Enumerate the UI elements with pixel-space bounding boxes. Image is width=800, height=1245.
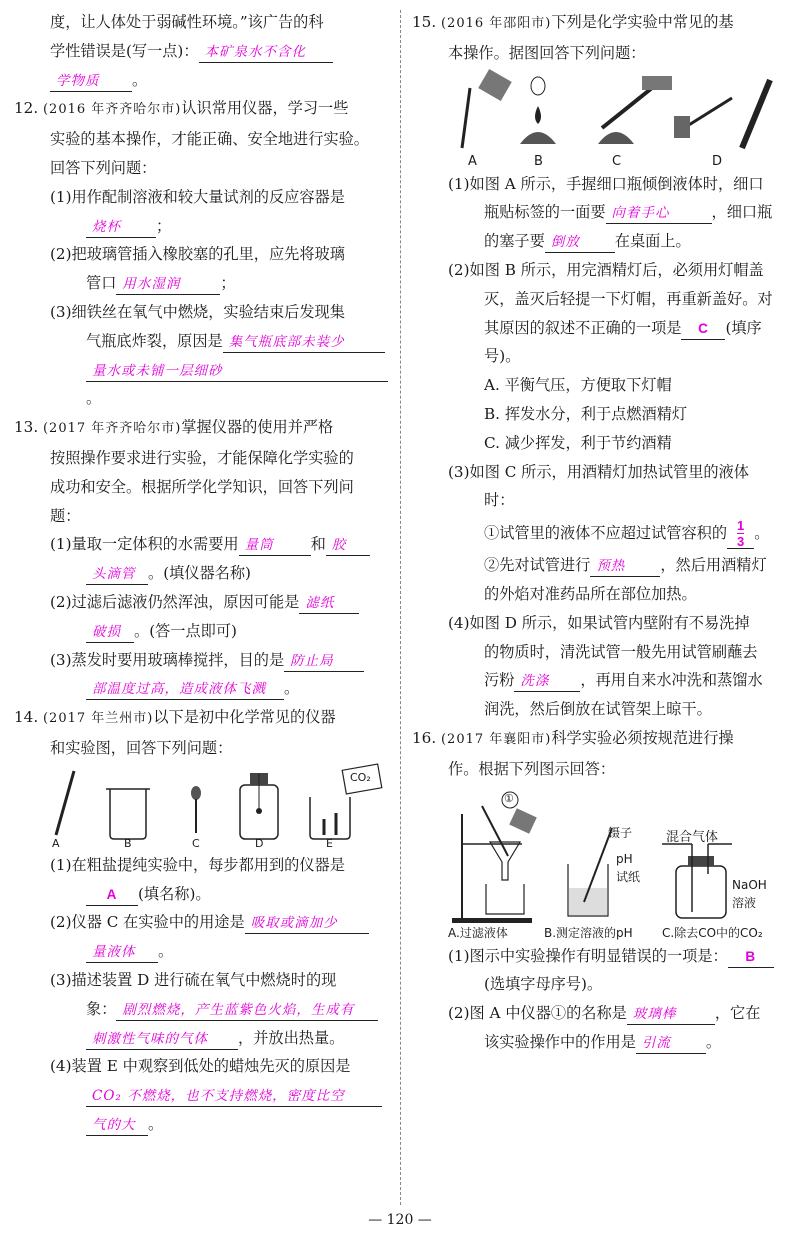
q13-sub3-answer-cont: 部温度过高，造成液体飞溅 [86,679,284,700]
q14-sub3-answer: 剧烈燃烧，产生蓝紫色火焰，生成有 [116,1000,378,1021]
q11-line2: 学性错误是(写一点)： 本矿泉水不含化 [14,37,390,66]
q15-sub4-answer: 洗涤 [514,671,580,692]
q12-sub3-answer: 集气瓶底部未装少 [223,332,385,353]
fig-label-d: D [255,836,264,850]
q11-line1: 度，让人体处于弱碱性环境。”该广告的科 [50,13,324,31]
q14-sub2-answer-cont: 量液体 [86,942,158,963]
q15-sub1: (1)如图 A 所示，手握细口瓶倾倒液体时，细口 [448,174,764,193]
q16-ph-label: pH [616,851,633,866]
q15-sub3-c2-line2: 的外焰对准药品所在部位加热。 [484,584,697,603]
q14-sub2: (2)仪器 C 在实验中的用途是 吸取或滴加少 [14,908,390,937]
q16-sub2-line2: 该实验操作中的作用是 引流 。 [412,1028,788,1057]
q15-sub1-answer1: 向着手心 [606,203,712,224]
q13-sub1: (1)量取一定体积的水需要用 量筒 和 胶 [14,530,390,559]
q16-sub1-answer: B [728,947,774,968]
q12-sub2: (2)把玻璃管插入橡胶塞的孔里，应先将玻璃 [50,245,345,264]
q13-sub1-answer2: 胶 [326,535,370,556]
q14-sub2-line2: 量液体 。 [14,937,390,966]
candle-beaker-icon [310,797,350,839]
fig-label-b: B [124,836,132,850]
q16-sub2-answer1: 玻璃棒 [627,1004,715,1025]
q15-stem-2: 本操作。据图回答下列问题： [448,43,646,62]
q14-stem-2: 和实验图，回答下列问题： [50,738,233,757]
q13-sub2-answer: 滤纸 [299,593,359,614]
q15-sub2-answer: C [681,319,725,340]
tube-holder-icon [642,76,672,90]
q15-fraction-answer: $\frac{1}{3}$ [727,519,754,549]
q15-option-a: A. 平衡气压，方便取下灯帽 [484,376,672,395]
fig15-label-b: B [534,153,543,169]
fig15-label-d: D [712,153,723,169]
fig15-label-c: C [612,153,622,169]
q12-stem-2: 实验的基本操作，才能正确、安全地进行实验。 [50,130,369,149]
gas-washing-bottle-icon [676,866,726,918]
q14-sub4-line3: 气的大 。 [14,1110,390,1139]
reagent-bottle-icon [478,69,512,101]
q13-sub3: (3)蒸发时要用玻璃棒搅拌，目的是 防止局 [14,646,390,675]
q16-paper-label: 试纸 [616,869,641,884]
test-tube-brush-icon [684,98,732,128]
q16-circle-label: ① [504,791,514,805]
q14-sub1-answer: A [86,885,138,906]
q15-sub4: (4)如图 D 所示，如果试管内壁附有不易洗掉 [448,613,750,632]
heated-tube-icon [602,88,652,128]
q13-sub2-answer-cont: 破损 [86,622,134,643]
q15-option-b: B. 挥发水分，利于点燃酒精灯 [484,404,688,423]
right-column [412,8,788,1057]
lamp-cap-icon [531,77,545,95]
q15-sub1-line3: 的塞子要 倒放 在桌面上。 [412,227,788,256]
q16-caption-b: B.测定溶液的pH [544,925,633,940]
q12-sub3-answer-cont: 量水或未铺一层细砂 [86,361,388,382]
q16-operations-illustration [412,784,788,942]
q11-answer-cont: 学物质 [50,71,132,92]
q16-naoh-label: NaOH [732,877,767,892]
glass-rod-icon [482,806,508,856]
q15-stem: 15. (2016 年邵阳市)下列是化学实验中常见的基 [412,13,734,31]
q14-sub3-line3: 刺激性气味的气体 ，并放出热量。 [14,1024,390,1053]
q13-sub1-line2: 头滴管 。(填仪器名称) [14,559,390,588]
q13-sub2: (2)过滤后滤液仍然浑浊，原因可能是 滤纸 [14,588,390,617]
q13-stem-3: 成功和安全。根据所学化学知识，回答下列问 [50,477,354,496]
q16-sub1: (1)图示中实验操作有明显错误的一项是： B [412,942,788,971]
q12-sub2-answer: 用水湿润 [116,274,220,295]
test-tube-icon [462,88,470,148]
q13-sub1-answer2-cont: 头滴管 [86,564,148,585]
q12-sub1-answer-line: 烧杯 ； [14,212,390,241]
q14-sub1: (1)在粗盐提纯实验中，每步都用到的仪器是 [50,855,345,874]
left-column [14,8,390,1139]
q13-sub2-line2: 破损 。(答一点即可) [14,617,390,646]
funnel-icon [490,842,520,880]
q15-sub2-line2: 灭，盖灭后轻提一下灯帽，再重新盖好。对 [484,289,773,308]
q15-sub4-line3: 污粉 洗涤 ，再用自来水冲洗和蒸馏水 [412,666,788,695]
q16-tweezers-label: 镊子 [608,825,633,840]
q13-stem: 13. (2017 年齐齐哈尔市)掌握仪器的使用并严格 [14,418,334,437]
q14-sub3-answer-cont: 刺激性气味的气体 [86,1029,238,1050]
q14-sub3-line2: 象： 剧烈燃烧，产生蓝紫色火焰，生成有 [14,995,390,1024]
q16-figure [412,784,788,942]
q16-caption-c: C.除去CO中的CO₂ [662,925,763,940]
fig15-label-a: A [468,153,477,169]
q14-apparatus-illustration [14,763,390,851]
page-number: — 120 — [368,1212,432,1228]
q14-co2-label: CO₂ [350,770,371,784]
fig-label-c: C [192,836,200,850]
q16-solution-label: 溶液 [732,895,757,910]
alcohol-lamp-c-icon [598,132,634,144]
q15-sub2-line3: 其原因的叙述不正确的一项是 C (填序 [412,314,788,343]
q15-sub4-line2: 的物质时，清洗试管一般先用试管刷蘸去 [484,642,758,661]
beaker-pour-icon [509,808,537,834]
q15-sub3: (3)如图 C 所示，用酒精灯加热试管里的液体 [448,462,749,481]
q15-sub1-answer2: 倒放 [545,232,615,253]
q11-answer: 本矿泉水不含化 [199,42,333,63]
q14-sub4-answer: CO₂ 不燃烧，也不支持燃烧，密度比空 [86,1086,382,1107]
test-tube-d-icon [742,80,770,148]
q12-sub3: (3)细铁丝在氧气中燃烧，实验结束后发现集 [50,302,345,321]
q13-stem-4: 题： [50,506,81,525]
q13-sub1-answer1: 量筒 [239,535,311,556]
q16-stem-2: 作。根据下列图示回答： [448,759,616,778]
q12-stem-3: 回答下列问题： [50,158,157,177]
q15-sub4-line4: 润洗，然后倒放在试管架上晾干。 [484,700,712,719]
q16-stem: 16. (2017 年襄阳市)科学实验必须按规范进行操 [412,728,734,747]
q12-stem: 12. (2016 年齐齐哈尔市)认识常用仪器，学习一些 [14,99,349,118]
q15-option-c: C. 减少挥发，利于节约酒精 [484,433,672,452]
q14-sub3: (3)描述装置 D 进行硫在氧气中燃烧时的现 [50,970,337,989]
q14-figure [14,763,390,851]
beaker-icon [110,789,146,839]
q15-sub3-line2: 时： [484,491,515,510]
q12-sub3-line2: 气瓶底炸裂，原因是 集气瓶底部未装少 [14,327,390,356]
dropper-icon [191,786,201,800]
q13-sub3-answer: 防止局 [284,651,364,672]
q14-sub1-line2: A (填名称)。 [14,880,390,909]
q16-sub2-answer2: 引流 [636,1033,706,1054]
q14-sub4-answer-cont: 气的大 [86,1115,148,1136]
fig-label-a: A [52,836,60,850]
q16-gas-label: 混合气体 [666,829,719,845]
q15-sub2: (2)如图 B 所示，用完酒精灯后，必须用灯帽盖 [448,260,764,279]
receiving-beaker-icon [486,884,524,914]
q11-line3: 学物质 。 [14,66,390,95]
glass-rod-icon [56,771,74,835]
column-divider [400,10,401,1205]
q12-sub2-line2: 管口 用水湿润 ； [14,269,390,298]
q16-caption-a: A.过滤液体 [448,925,508,940]
q15-sub1-line2: 瓶贴标签的一面要 向着手心 ，细口瓶 [412,198,788,227]
q15-sub3-c1: ①试管里的液体不应超过试管容积的 $\frac{1}{3}$ 。 [484,518,770,550]
q12-sub1-answer: 烧杯 [86,217,156,238]
q15-sub3-c2: ②先对试管进行 预热 ，然后用酒精灯 [412,551,788,580]
q16-sub1-line2: (选填字母序号)。 [484,975,603,994]
q14-stem: 14. (2017 年兰州市)以下是初中化学常见的仪器 [14,708,336,727]
q13-sub3-line2: 部温度过高，造成液体飞溅 。 [14,674,390,703]
q14-sub4: (4)装置 E 中观察到低处的蜡烛先灭的原因是 [50,1057,351,1076]
q14-sub4-line2 [14,1081,390,1110]
q16-sub2: (2)图 A 中仪器①的名称是 玻璃棒 ，它在 [412,999,788,1028]
fig-label-e: E [326,836,333,850]
q15-sub2-line4: 号)。 [484,347,521,366]
q12-sub1: (1)用作配制溶液和较大量试剂的反应容器是 [50,187,345,206]
q14-sub2-answer: 吸取或滴加少 [245,913,369,934]
q13-stem-2: 按照操作要求进行实验，才能保障化学实验的 [50,448,354,467]
q12-sub3-line3: 量水或未铺一层细砂。 [14,356,390,414]
alcohol-lamp-icon [520,132,556,144]
q15-figure [412,68,788,170]
q15-sub3-answer: 预热 [590,556,660,577]
